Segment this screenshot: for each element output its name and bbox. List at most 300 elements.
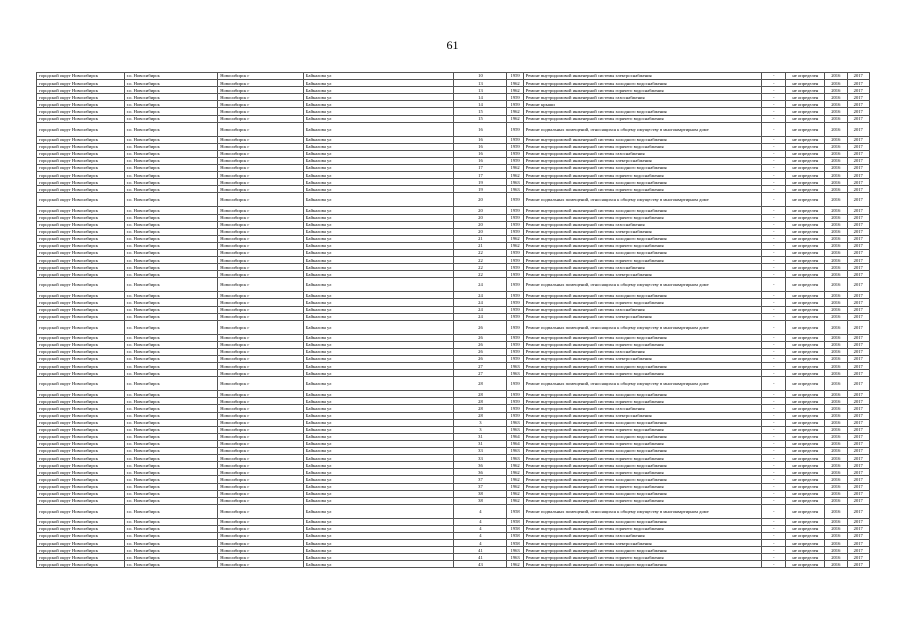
table-row	[37, 348, 870, 355]
year-built-cell: 1959	[507, 143, 523, 150]
table-row	[37, 228, 870, 235]
year-built-cell: 1959	[507, 271, 523, 278]
municipality-cell: городской округ Новосибирск	[37, 497, 125, 504]
street-cell: Байкалова ул	[303, 320, 454, 334]
dash-cell: -	[761, 405, 785, 412]
municipality-cell: городской округ Новосибирск	[37, 525, 125, 532]
start-year-cell: 2016	[825, 341, 847, 348]
street-cell: Байкалова ул	[303, 377, 454, 391]
dash-cell: -	[761, 214, 785, 221]
street-cell: Байкалова ул	[303, 433, 454, 440]
end-year-cell: 2017	[847, 476, 870, 483]
municipality-cell: городской округ Новосибирск	[37, 257, 125, 264]
street-cell: Байкалова ул	[303, 94, 454, 101]
dash-cell: -	[761, 320, 785, 334]
end-year-cell: 2017	[847, 504, 870, 518]
municipality-cell: городской округ Новосибирск	[37, 504, 125, 518]
end-year-cell: 2017	[847, 334, 870, 341]
settlement-cell: г.о. Новосибирск	[124, 455, 218, 462]
house-number-cell: 20	[454, 228, 507, 235]
start-year-cell: 2016	[825, 157, 847, 164]
house-number-cell: 4	[454, 525, 507, 532]
dash-cell: -	[761, 264, 785, 271]
municipality-cell: городской округ Новосибирск	[37, 363, 125, 370]
municipality-cell: городской округ Новосибирск	[37, 221, 125, 228]
dash-cell: -	[761, 221, 785, 228]
dash-cell: -	[761, 561, 785, 568]
city-cell: Новосибирск г	[218, 299, 304, 306]
street-cell: Байкалова ул	[303, 257, 454, 264]
work-type-cell: Ремонт внутридомовой инженерной системы газоснабжения	[523, 94, 761, 101]
start-year-cell: 2016	[825, 426, 847, 433]
status-cell: не определен	[786, 419, 825, 426]
municipality-cell: городской округ Новосибирск	[37, 264, 125, 271]
table-row	[37, 143, 870, 150]
start-year-cell: 2016	[825, 122, 847, 136]
street-cell: Байкалова ул	[303, 469, 454, 476]
house-number-cell: 28	[454, 377, 507, 391]
table-row	[37, 476, 870, 483]
status-cell: не определен	[786, 525, 825, 532]
work-type-cell: Ремонт внутридомовой инженерной системы электроснабжения	[523, 271, 761, 278]
status-cell: не определен	[786, 455, 825, 462]
table-row	[37, 341, 870, 348]
municipality-cell: городской округ Новосибирск	[37, 341, 125, 348]
start-year-cell: 2016	[825, 292, 847, 299]
municipality-cell: городской округ Новосибирск	[37, 94, 125, 101]
settlement-cell: г.о. Новосибирск	[124, 150, 218, 157]
street-cell: Байкалова ул	[303, 249, 454, 256]
end-year-cell: 2017	[847, 87, 870, 94]
table-row	[37, 356, 870, 363]
house-number-cell: 15	[454, 108, 507, 115]
work-type-cell: Ремонт внутридомовой инженерной системы газоснабжения	[523, 532, 761, 539]
house-number-cell: 13	[454, 87, 507, 94]
status-cell: не определен	[786, 377, 825, 391]
status-cell: не определен	[786, 264, 825, 271]
status-cell: не определен	[786, 179, 825, 186]
municipality-cell: городской округ Новосибирск	[37, 540, 125, 547]
municipality-cell: городской округ Новосибирск	[37, 483, 125, 490]
table-row	[37, 80, 870, 87]
year-built-cell: 1962	[507, 497, 523, 504]
house-number-cell: 38	[454, 490, 507, 497]
settlement-cell: г.о. Новосибирск	[124, 469, 218, 476]
city-cell: Новосибирск г	[218, 455, 304, 462]
work-type-cell: Ремонт внутридомовой инженерной системы горячего водоснабжения	[523, 242, 761, 249]
table-row	[37, 334, 870, 341]
settlement-cell: г.о. Новосибирск	[124, 554, 218, 561]
municipality-cell: городской округ Новосибирск	[37, 235, 125, 242]
start-year-cell: 2016	[825, 554, 847, 561]
year-built-cell: 1963	[507, 179, 523, 186]
work-type-cell: Ремонт внутридомовой инженерной системы холодного водоснабжения	[523, 165, 761, 172]
dash-cell: -	[761, 483, 785, 490]
dash-cell: -	[761, 476, 785, 483]
dash-cell: -	[761, 94, 785, 101]
dash-cell: -	[761, 525, 785, 532]
start-year-cell: 2016	[825, 257, 847, 264]
table-row	[37, 490, 870, 497]
work-type-cell: Ремонт внутридомовой инженерной системы горячего водоснабжения	[523, 341, 761, 348]
dash-cell: -	[761, 80, 785, 87]
table-row	[37, 469, 870, 476]
municipality-cell: городской округ Новосибирск	[37, 115, 125, 122]
street-cell: Байкалова ул	[303, 299, 454, 306]
dash-cell: -	[761, 433, 785, 440]
status-cell: не определен	[786, 221, 825, 228]
table-row	[37, 412, 870, 419]
table-row	[37, 221, 870, 228]
settlement-cell: г.о. Новосибирск	[124, 186, 218, 193]
house-number-cell: 22	[454, 257, 507, 264]
settlement-cell: г.о. Новосибирск	[124, 525, 218, 532]
end-year-cell: 2017	[847, 398, 870, 405]
house-number-cell: 14	[454, 94, 507, 101]
end-year-cell: 2017	[847, 370, 870, 377]
status-cell: не определен	[786, 108, 825, 115]
city-cell: Новосибирск г	[218, 554, 304, 561]
city-cell: Новосибирск г	[218, 313, 304, 320]
dash-cell: -	[761, 186, 785, 193]
table-row	[37, 292, 870, 299]
status-cell: не определен	[786, 497, 825, 504]
status-cell: не определен	[786, 150, 825, 157]
start-year-cell: 2016	[825, 299, 847, 306]
table-row	[37, 193, 870, 207]
year-built-cell: 1958	[507, 532, 523, 539]
work-type-cell: Ремонт внутридомовой инженерной системы электроснабжения	[523, 157, 761, 164]
status-cell: не определен	[786, 448, 825, 455]
settlement-cell: г.о. Новосибирск	[124, 490, 218, 497]
street-cell: Байкалова ул	[303, 108, 454, 115]
dash-cell: -	[761, 348, 785, 355]
work-type-cell: Ремонт внутридомовой инженерной системы газоснабжения	[523, 306, 761, 313]
street-cell: Байкалова ул	[303, 334, 454, 341]
year-built-cell: 1959	[507, 398, 523, 405]
street-cell: Байкалова ул	[303, 497, 454, 504]
end-year-cell: 2017	[847, 306, 870, 313]
end-year-cell: 2017	[847, 341, 870, 348]
start-year-cell: 2016	[825, 497, 847, 504]
work-type-cell: Ремонт внутридомовой инженерной системы холодного водоснабжения	[523, 80, 761, 87]
house-number-cell: 17	[454, 165, 507, 172]
house-number-cell: 28	[454, 405, 507, 412]
dash-cell: -	[761, 334, 785, 341]
table-row	[37, 391, 870, 398]
year-built-cell: 1959	[507, 348, 523, 355]
work-type-cell: Ремонт внутридомовой инженерной системы холодного водоснабжения	[523, 179, 761, 186]
work-type-cell: Ремонт внутридомовой инженерной системы газоснабжения	[523, 150, 761, 157]
year-built-cell: 1963	[507, 363, 523, 370]
street-cell: Байкалова ул	[303, 483, 454, 490]
dash-cell: -	[761, 108, 785, 115]
start-year-cell: 2016	[825, 150, 847, 157]
house-number-cell: 31	[454, 433, 507, 440]
work-type-cell: Ремонт внутридомовой инженерной системы холодного водоснабжения	[523, 207, 761, 214]
status-cell: не определен	[786, 313, 825, 320]
year-built-cell: 1962	[507, 242, 523, 249]
street-cell: Байкалова ул	[303, 143, 454, 150]
municipality-cell: городской округ Новосибирск	[37, 561, 125, 568]
municipality-cell: городской округ Новосибирск	[37, 306, 125, 313]
city-cell: Новосибирск г	[218, 73, 304, 80]
table-row	[37, 242, 870, 249]
start-year-cell: 2016	[825, 179, 847, 186]
table-row	[37, 561, 870, 568]
dash-cell: -	[761, 419, 785, 426]
house-number-cell: 28	[454, 412, 507, 419]
work-type-cell: Ремонт внутридомовой инженерной системы газоснабжения	[523, 221, 761, 228]
year-built-cell: 1959	[507, 334, 523, 341]
table-row	[37, 172, 870, 179]
settlement-cell: г.о. Новосибирск	[124, 313, 218, 320]
dash-cell: -	[761, 122, 785, 136]
settlement-cell: г.о. Новосибирск	[124, 476, 218, 483]
year-built-cell: 1962	[507, 172, 523, 179]
settlement-cell: г.о. Новосибирск	[124, 448, 218, 455]
table-row	[37, 299, 870, 306]
settlement-cell: г.о. Новосибирск	[124, 264, 218, 271]
settlement-cell: г.о. Новосибирск	[124, 80, 218, 87]
start-year-cell: 2016	[825, 363, 847, 370]
status-cell: не определен	[786, 561, 825, 568]
start-year-cell: 2016	[825, 264, 847, 271]
municipality-cell: городской округ Новосибирск	[37, 108, 125, 115]
dash-cell: -	[761, 391, 785, 398]
house-number-cell: 20	[454, 193, 507, 207]
year-built-cell: 1963	[507, 419, 523, 426]
municipality-cell: городской округ Новосибирск	[37, 377, 125, 391]
start-year-cell: 2016	[825, 115, 847, 122]
municipality-cell: городской округ Новосибирск	[37, 271, 125, 278]
dash-cell: -	[761, 356, 785, 363]
city-cell: Новосибирск г	[218, 264, 304, 271]
start-year-cell: 2016	[825, 320, 847, 334]
municipality-cell: городской округ Новосибирск	[37, 292, 125, 299]
table-row	[37, 504, 870, 518]
status-cell: не определен	[786, 271, 825, 278]
settlement-cell: г.о. Новосибирск	[124, 115, 218, 122]
house-number-cell: 3	[454, 419, 507, 426]
dash-cell: -	[761, 504, 785, 518]
end-year-cell: 2017	[847, 440, 870, 447]
table-row	[37, 483, 870, 490]
street-cell: Байкалова ул	[303, 136, 454, 143]
end-year-cell: 2017	[847, 405, 870, 412]
status-cell: не определен	[786, 73, 825, 80]
settlement-cell: г.о. Новосибирск	[124, 334, 218, 341]
year-built-cell: 1962	[507, 115, 523, 122]
work-type-cell: Ремонт внутридомовой инженерной системы холодного водоснабжения	[523, 136, 761, 143]
work-type-cell: Ремонт внутридомовой инженерной системы холодного водоснабжения	[523, 419, 761, 426]
house-number-cell: 26	[454, 320, 507, 334]
table-row	[37, 264, 870, 271]
municipality-cell: городской округ Новосибирск	[37, 186, 125, 193]
work-type-cell: Ремонт внутридомовой инженерной системы горячего водоснабжения	[523, 87, 761, 94]
work-type-cell: Ремонт внутридомовой инженерной системы горячего водоснабжения	[523, 440, 761, 447]
status-cell: не определен	[786, 391, 825, 398]
house-number-cell: 22	[454, 271, 507, 278]
street-cell: Байкалова ул	[303, 207, 454, 214]
table-row	[37, 313, 870, 320]
status-cell: не определен	[786, 341, 825, 348]
year-built-cell: 1959	[507, 391, 523, 398]
work-type-cell: Ремонт внутридомовой инженерной системы холодного водоснабжения	[523, 391, 761, 398]
street-cell: Байкалова ул	[303, 228, 454, 235]
street-cell: Байкалова ул	[303, 398, 454, 405]
street-cell: Байкалова ул	[303, 532, 454, 539]
work-type-cell: Ремонт подвальных помещений, относящихся к общему имуществу в многоквартирном доме	[523, 122, 761, 136]
house-number-cell: 41	[454, 547, 507, 554]
municipality-cell: городской округ Новосибирск	[37, 136, 125, 143]
city-cell: Новосибирск г	[218, 476, 304, 483]
end-year-cell: 2017	[847, 497, 870, 504]
table-row	[37, 235, 870, 242]
end-year-cell: 2017	[847, 136, 870, 143]
street-cell: Байкалова ул	[303, 426, 454, 433]
dash-cell: -	[761, 271, 785, 278]
work-type-cell: Ремонт внутридомовой инженерной системы горячего водоснабжения	[523, 186, 761, 193]
house-number-cell: 4	[454, 532, 507, 539]
table-row	[37, 405, 870, 412]
status-cell: не определен	[786, 157, 825, 164]
municipality-cell: городской округ Новосибирск	[37, 80, 125, 87]
table-row	[37, 320, 870, 334]
work-type-cell: Ремонт внутридомовой инженерной системы горячего водоснабжения	[523, 455, 761, 462]
start-year-cell: 2016	[825, 186, 847, 193]
year-built-cell: 1962	[507, 476, 523, 483]
city-cell: Новосибирск г	[218, 518, 304, 525]
start-year-cell: 2016	[825, 455, 847, 462]
table-row	[37, 271, 870, 278]
municipality-cell: городской округ Новосибирск	[37, 157, 125, 164]
year-built-cell: 1959	[507, 292, 523, 299]
end-year-cell: 2017	[847, 377, 870, 391]
start-year-cell: 2016	[825, 433, 847, 440]
dash-cell: -	[761, 101, 785, 108]
dash-cell: -	[761, 448, 785, 455]
table-row	[37, 525, 870, 532]
house-number-cell: 21	[454, 242, 507, 249]
settlement-cell: г.о. Новосибирск	[124, 341, 218, 348]
dash-cell: -	[761, 540, 785, 547]
start-year-cell: 2016	[825, 370, 847, 377]
house-number-cell: 43	[454, 561, 507, 568]
dash-cell: -	[761, 299, 785, 306]
dash-cell: -	[761, 490, 785, 497]
start-year-cell: 2016	[825, 490, 847, 497]
house-number-cell: 27	[454, 363, 507, 370]
city-cell: Новосибирск г	[218, 150, 304, 157]
table-row	[37, 136, 870, 143]
house-number-cell: 20	[454, 214, 507, 221]
dash-cell: -	[761, 115, 785, 122]
year-built-cell: 1959	[507, 264, 523, 271]
municipality-cell: городской округ Новосибирск	[37, 320, 125, 334]
year-built-cell: 1959	[507, 73, 523, 80]
settlement-cell: г.о. Новосибирск	[124, 101, 218, 108]
city-cell: Новосибирск г	[218, 341, 304, 348]
table-row	[37, 179, 870, 186]
end-year-cell: 2017	[847, 101, 870, 108]
municipality-cell: городской округ Новосибирск	[37, 405, 125, 412]
street-cell: Байкалова ул	[303, 504, 454, 518]
dash-cell: -	[761, 462, 785, 469]
status-cell: не определен	[786, 320, 825, 334]
status-cell: не определен	[786, 193, 825, 207]
dash-cell: -	[761, 143, 785, 150]
end-year-cell: 2017	[847, 532, 870, 539]
house-number-cell: 24	[454, 292, 507, 299]
house-number-cell: 4	[454, 540, 507, 547]
year-built-cell: 1962	[507, 469, 523, 476]
year-built-cell: 1958	[507, 518, 523, 525]
municipality-cell: городской округ Новосибирск	[37, 455, 125, 462]
street-cell: Байкалова ул	[303, 306, 454, 313]
settlement-cell: г.о. Новосибирск	[124, 532, 218, 539]
dash-cell: -	[761, 313, 785, 320]
house-number-cell: 10	[454, 73, 507, 80]
end-year-cell: 2017	[847, 94, 870, 101]
table-row	[37, 426, 870, 433]
year-built-cell: 1959	[507, 412, 523, 419]
year-built-cell: 1963	[507, 455, 523, 462]
status-cell: не определен	[786, 433, 825, 440]
settlement-cell: г.о. Новосибирск	[124, 278, 218, 292]
year-built-cell: 1959	[507, 341, 523, 348]
year-built-cell: 1959	[507, 122, 523, 136]
dash-cell: -	[761, 136, 785, 143]
settlement-cell: г.о. Новосибирск	[124, 547, 218, 554]
street-cell: Байкалова ул	[303, 440, 454, 447]
work-type-cell: Ремонт внутридомовой инженерной системы холодного водоснабжения	[523, 518, 761, 525]
settlement-cell: г.о. Новосибирск	[124, 271, 218, 278]
year-built-cell: 1959	[507, 299, 523, 306]
year-built-cell: 1959	[507, 221, 523, 228]
work-type-cell: Ремонт внутридомовой инженерной системы электроснабжения	[523, 356, 761, 363]
street-cell: Байкалова ул	[303, 115, 454, 122]
work-type-cell: Ремонт внутридомовой инженерной системы горячего водоснабжения	[523, 143, 761, 150]
table-row	[37, 165, 870, 172]
table-row	[37, 306, 870, 313]
end-year-cell: 2017	[847, 271, 870, 278]
city-cell: Новосибирск г	[218, 440, 304, 447]
street-cell: Байкалова ул	[303, 525, 454, 532]
year-built-cell: 1963	[507, 547, 523, 554]
city-cell: Новосибирск г	[218, 257, 304, 264]
end-year-cell: 2017	[847, 426, 870, 433]
end-year-cell: 2017	[847, 490, 870, 497]
status-cell: не определен	[786, 101, 825, 108]
house-number-cell: 36	[454, 469, 507, 476]
work-type-cell: Ремонт подвальных помещений, относящихся к общему имуществу в многоквартирном доме	[523, 377, 761, 391]
work-type-cell: Ремонт внутридомовой инженерной системы холодного водоснабжения	[523, 561, 761, 568]
status-cell: не определен	[786, 306, 825, 313]
start-year-cell: 2016	[825, 228, 847, 235]
year-built-cell: 1959	[507, 257, 523, 264]
municipality-cell: городской округ Новосибирск	[37, 469, 125, 476]
end-year-cell: 2017	[847, 469, 870, 476]
start-year-cell: 2016	[825, 377, 847, 391]
settlement-cell: г.о. Новосибирск	[124, 179, 218, 186]
end-year-cell: 2017	[847, 419, 870, 426]
house-number-cell: 26	[454, 341, 507, 348]
status-cell: не определен	[786, 518, 825, 525]
street-cell: Байкалова ул	[303, 235, 454, 242]
table-row	[37, 249, 870, 256]
year-built-cell: 1959	[507, 228, 523, 235]
